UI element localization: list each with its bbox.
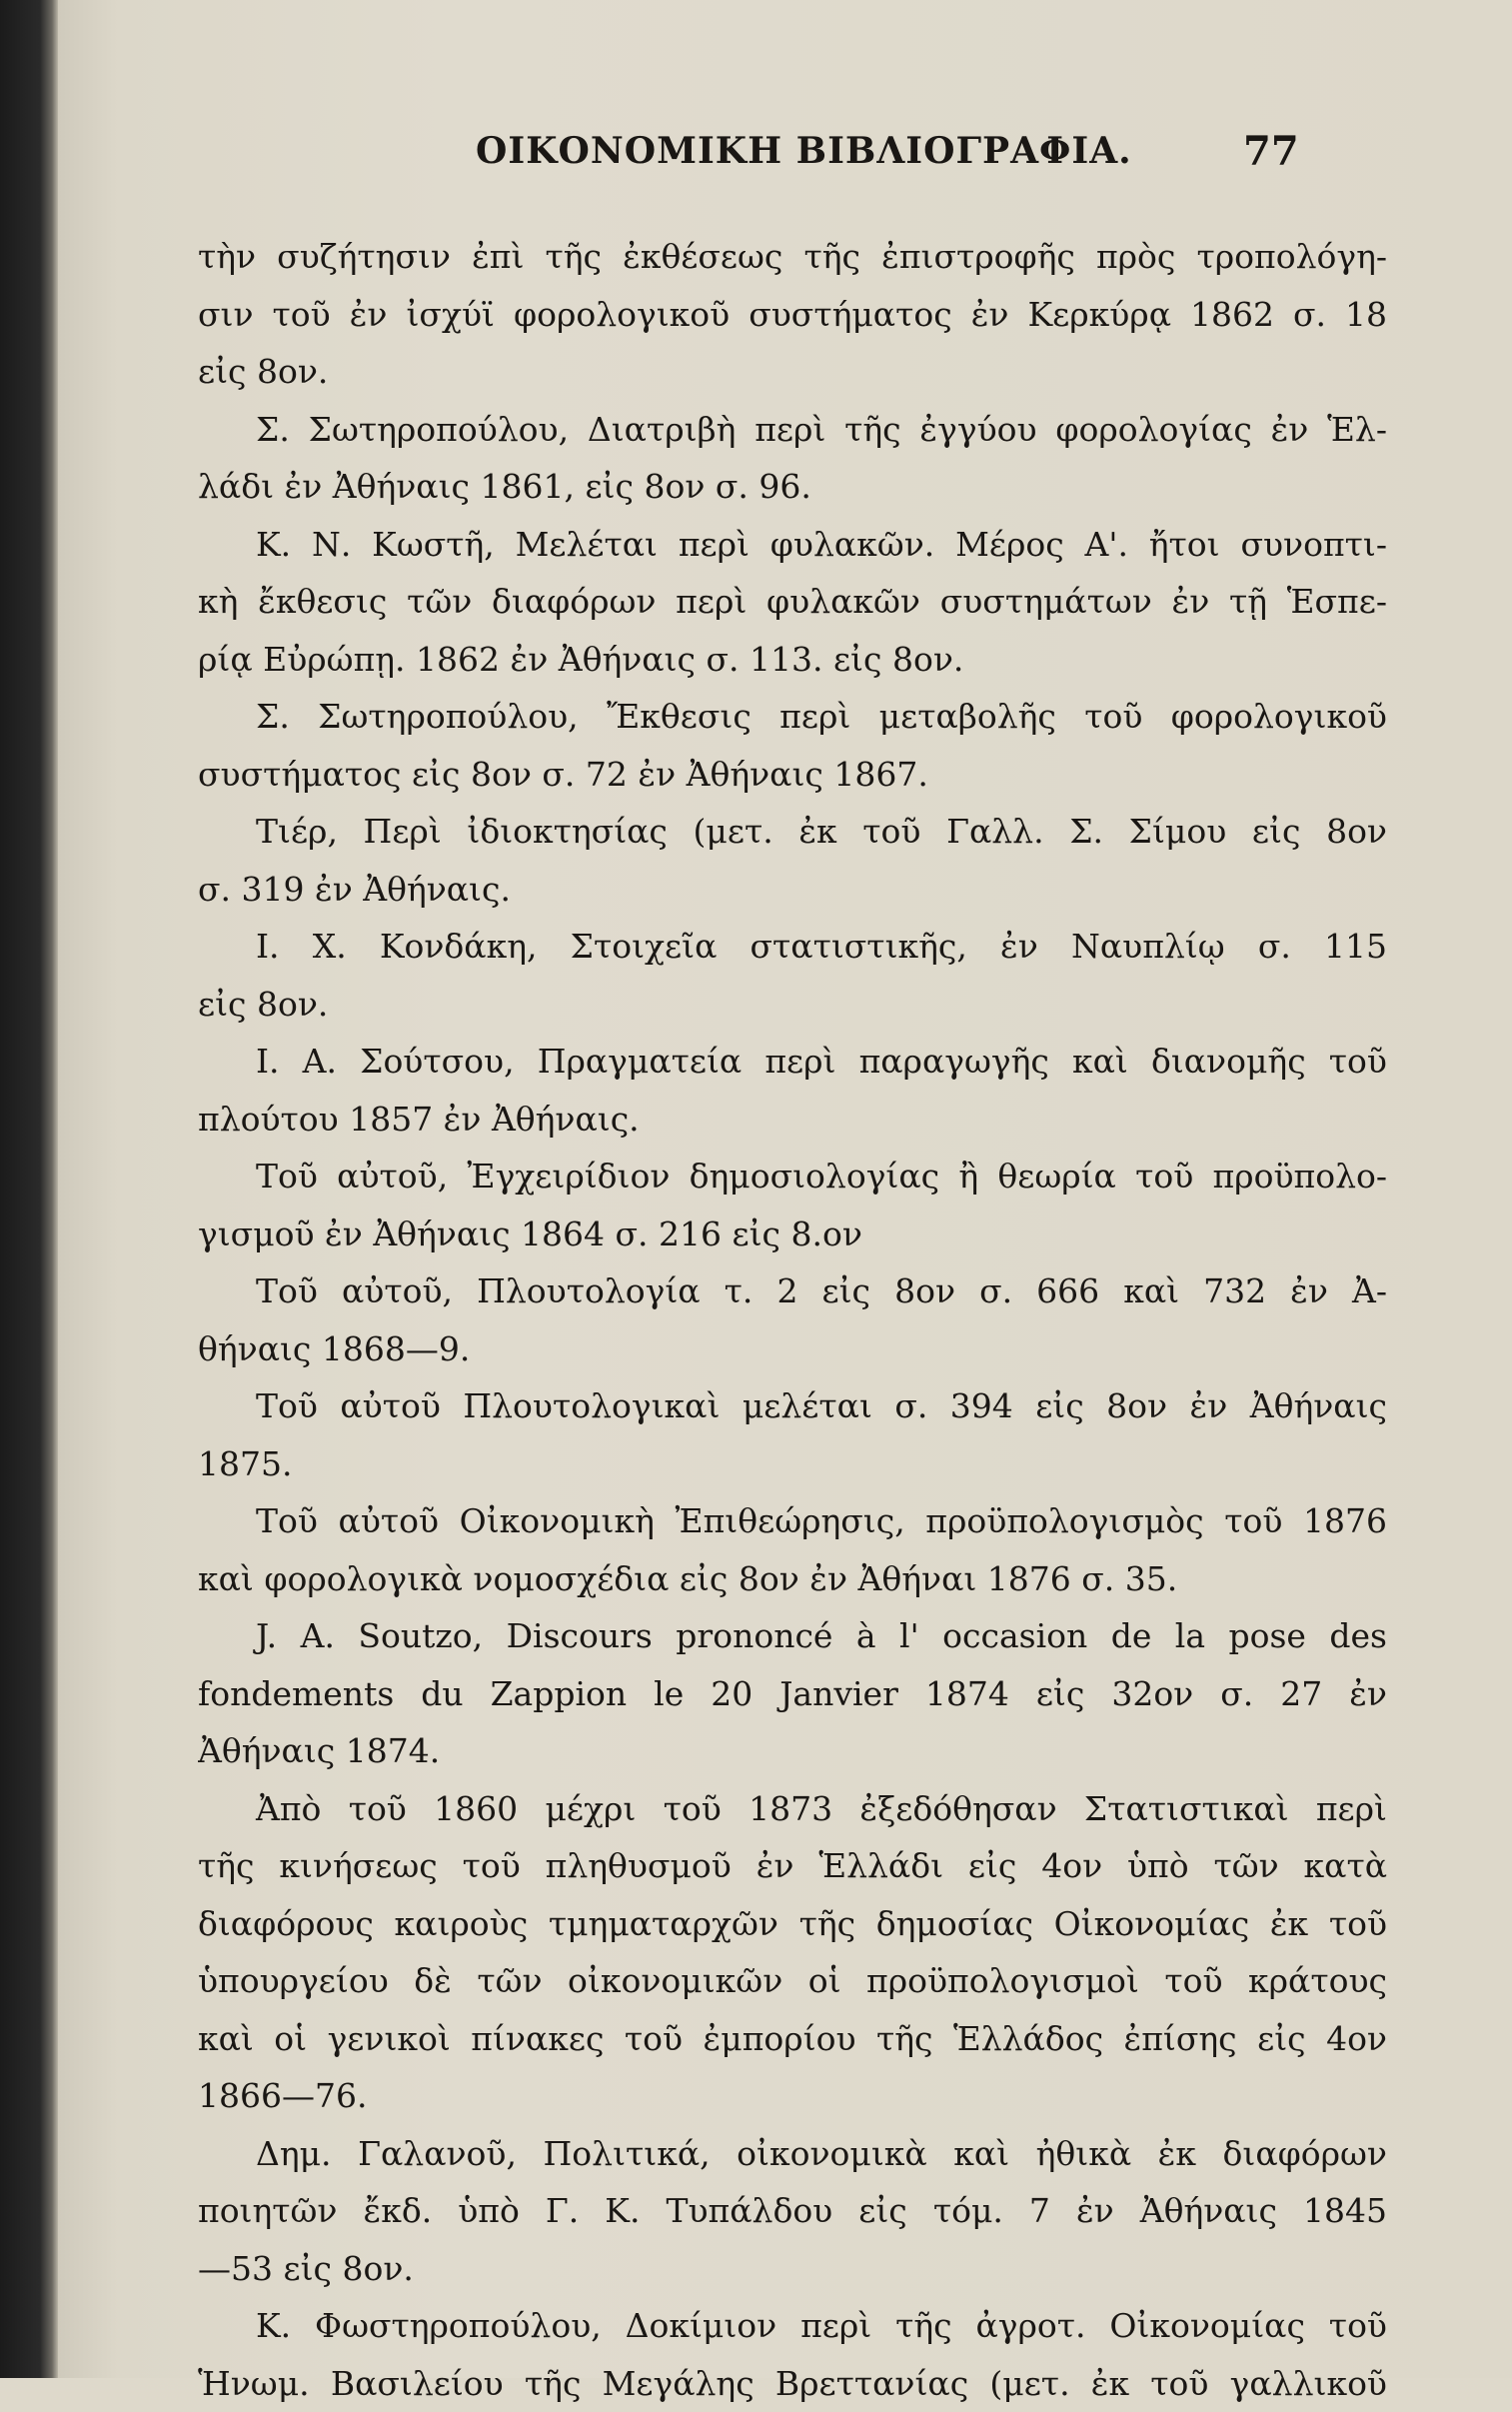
text-line: Σ. Σωτηροπούλου, Ἔκθεσις περὶ μεταβολῆς τοῦ φορολογικοῦ [198, 688, 1387, 746]
text-line: 1866—76. [198, 2067, 1387, 2125]
book-page [58, 0, 1512, 2378]
text-line: συστήματος εἰς 8ον σ. 72 ἐν Ἀθήναις 1867. [198, 746, 1387, 804]
text-line: σιν τοῦ ἐν ἰσχύϊ φορολογικοῦ συστήματος ἐν Κερκύρᾳ 1862 σ. 18 [198, 286, 1387, 344]
text-line: γισμοῦ ἐν Ἀθήναις 1864 σ. 216 εἰς 8.ον [198, 1206, 1387, 1263]
text-line: πλούτου 1857 ἐν Ἀθήναις. [198, 1091, 1387, 1149]
text-line: σ. 319 ἐν Ἀθήναις. [198, 861, 1387, 919]
text-line: Τοῦ αὐτοῦ, Πλουτολογία τ. 2 εἰς 8ον σ. 666 καὶ 732 ἐν Ἀ- [198, 1262, 1387, 1320]
text-line: τὴν συζήτησιν ἐπὶ τῆς ἐκθέσεως τῆς ἐπιστροφῆς πρὸς τροπολόγη- [198, 228, 1387, 286]
text-line: ποιητῶν ἔκδ. ὑπὸ Γ. Κ. Τυπάλδου εἰς τόμ. 7 ἐν Ἀθήναις 1845 [198, 2182, 1387, 2240]
text-line: Ἀπὸ τοῦ 1860 μέχρι τοῦ 1873 ἐξεδόθησαν Στατιστικαὶ περὶ [198, 1780, 1387, 1838]
text-line: Ἡνωμ. Βασιλείου τῆς Μεγάλης Βρεττανίας (μετ. ἐκ τοῦ γαλλικοῦ [198, 2355, 1387, 2412]
text-line: ρίᾳ Εὐρώπῃ. 1862 ἐν Ἀθήναις σ. 113. εἰς 8ον. [198, 631, 1387, 689]
text-line: καὶ φορολογικὰ νομοσχέδια εἰς 8ον ἐν Ἀθήναι 1876 σ. 35. [198, 1550, 1387, 1608]
text-line: Κ. Ν. Κωστῆ, Μελέται περὶ φυλακῶν. Μέρος Α'. ἤτοι συνοπτι- [198, 516, 1387, 574]
page-header [58, 130, 1512, 190]
text-line: Δημ. Γαλανοῦ, Πολιτικά, οἰκονομικὰ καὶ ἠθικὰ ἐκ διαφόρων [198, 2125, 1387, 2183]
text-line: καὶ οἱ γενικοὶ πίνακες τοῦ ἐμπορίου τῆς Ἑλλάδος ἐπίσης εἰς 4ον [198, 2010, 1387, 2068]
text-line: τῆς κινήσεως τοῦ πληθυσμοῦ ἐν Ἑλλάδι εἰς 4ον ὑπὸ τῶν κατὰ [198, 1837, 1387, 1895]
text-line: ὑπουργείου δὲ τῶν οἰκονομικῶν οἱ προϋπολογισμοὶ τοῦ κράτους [198, 1952, 1387, 2010]
text-line: θήναις 1868—9. [198, 1320, 1387, 1378]
text-line: διαφόρους καιροὺς τμηματαρχῶν τῆς δημοσίας Οἰκονομίας ἐκ τοῦ [198, 1895, 1387, 1953]
text-line: λάδι ἐν Ἀθήναις 1861, εἰς 8ον σ. 96. [198, 458, 1387, 516]
text-line: Κ. Φωστηροπούλου, Δοκίμιον περὶ τῆς ἀγροτ. Οἰκονομίας τοῦ [198, 2297, 1387, 2355]
page-number: 77 [1243, 128, 1299, 175]
book-binding-shadow [0, 0, 58, 2378]
text-line: —53 εἰς 8ον. [198, 2240, 1387, 2298]
text-line: Ἀθήναις 1874. [198, 1722, 1387, 1780]
text-line: Τοῦ αὐτοῦ Πλουτολογικαὶ μελέται σ. 394 εἰς 8ον ἐν Ἀθήναις [198, 1377, 1387, 1435]
text-line: εἰς 8ον. [198, 343, 1387, 401]
text-line: Τοῦ αὐτοῦ, Ἐγχειρίδιον δημοσιολογίας ἢ θεωρία τοῦ προϋπολο- [198, 1148, 1387, 1206]
running-head: ΟΙΚΟΝΟΜΙΚΗ ΒΙΒΛΙΟΓΡΑΦΙΑ. [476, 130, 1132, 172]
text-line: J. A. Soutzo, Discours prononcé à l' occasion de la pose des [198, 1607, 1387, 1665]
text-line: εἰς 8ον. [198, 976, 1387, 1034]
text-line: fondements du Zappion le 20 Janvier 1874 εἰς 32ον σ. 27 ἐν [198, 1665, 1387, 1723]
text-line: κὴ ἔκθεσις τῶν διαφόρων περὶ φυλακῶν συστημάτων ἐν τῇ Ἑσπε- [198, 573, 1387, 631]
text-line: Ι. Α. Σούτσου, Πραγματεία περὶ παραγωγῆς καὶ διανομῆς τοῦ [198, 1033, 1387, 1091]
text-line: Σ. Σωτηροπούλου, Διατριβὴ περὶ τῆς ἐγγύου φορολογίας ἐν Ἑλ- [198, 401, 1387, 459]
text-line: Ι. Χ. Κονδάκη, Στοιχεῖα στατιστικῆς, ἐν Ναυπλίῳ σ. 115 [198, 918, 1387, 976]
text-line: 1875. [198, 1435, 1387, 1493]
text-line: Τιέρ, Περὶ ἰδιοκτησίας (μετ. ἐκ τοῦ Γαλλ. Σ. Σίμου εἰς 8ον [198, 803, 1387, 861]
body-text [198, 228, 1387, 2412]
text-line: Τοῦ αὐτοῦ Οἰκονομικὴ Ἐπιθεώρησις, προϋπολογισμὸς τοῦ 1876 [198, 1492, 1387, 1550]
